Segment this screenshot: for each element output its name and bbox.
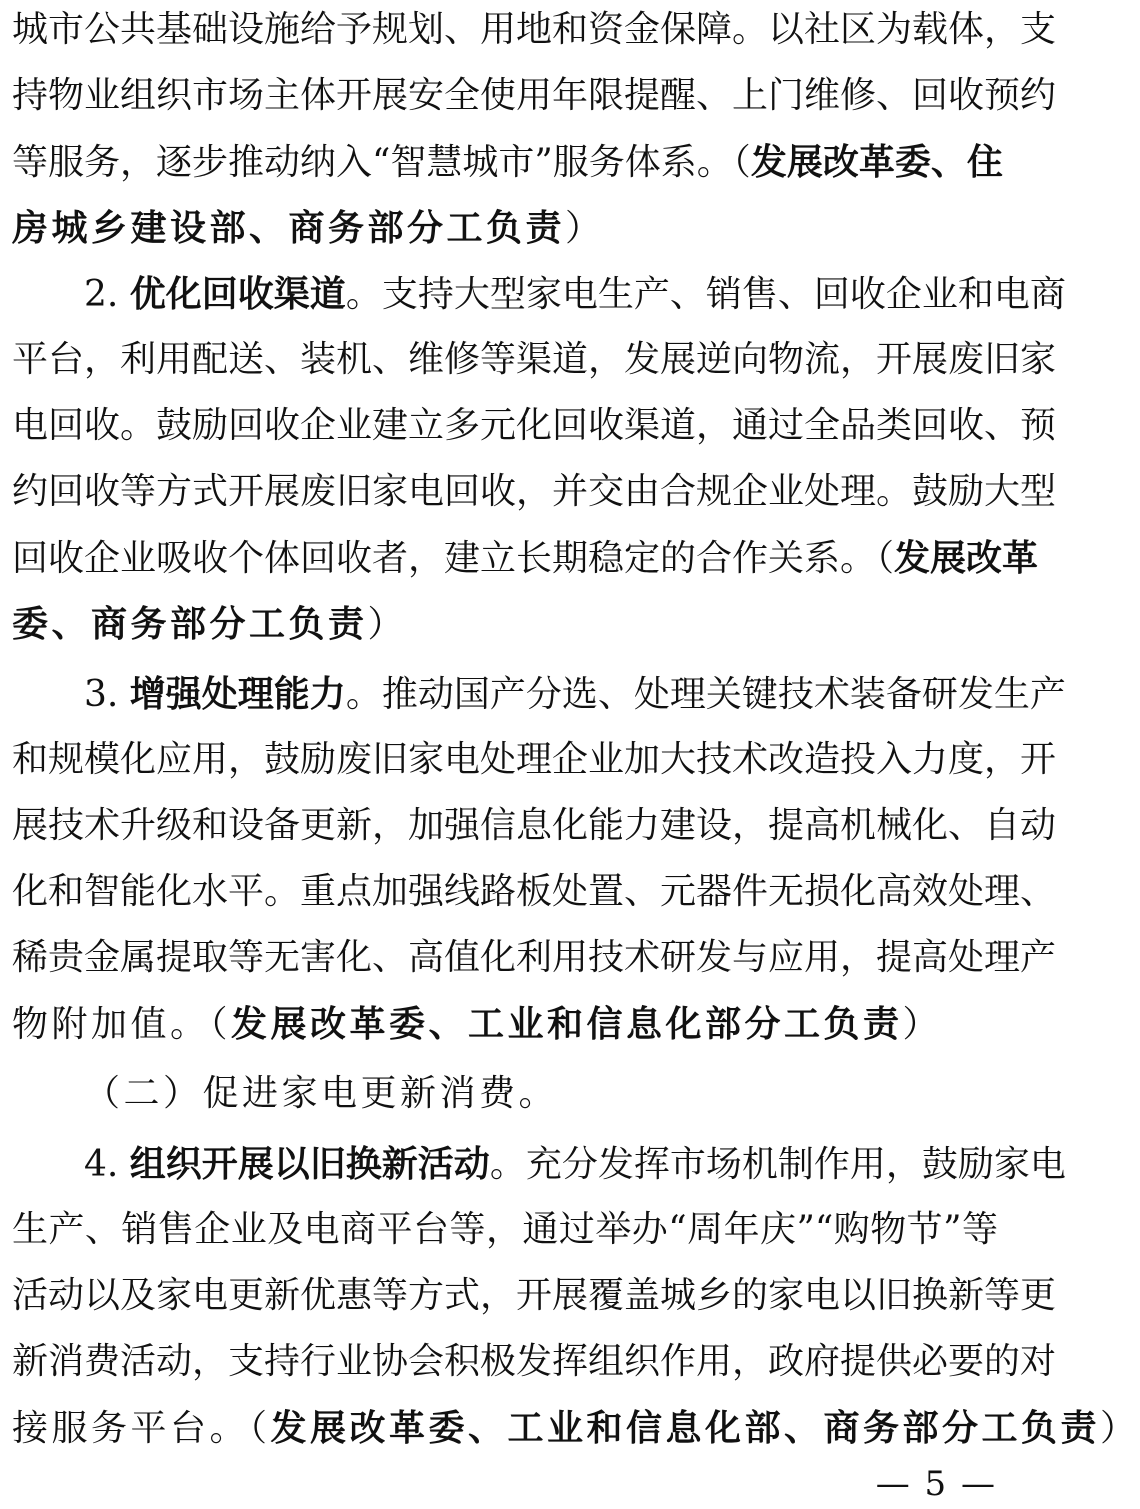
text-line	[12, 0, 1057, 60]
text-segment: 稀贵金属提取等无害化、高值化利用技术研发与应用，提高处理产	[12, 937, 1057, 978]
text-segment: 接服务平台。（	[12, 1408, 271, 1449]
text-segment: 化和智能化水平。重点加强线路板处置、元器件无损化高效处理、	[12, 871, 1057, 912]
text-segment: 。推动国产分选、处理关键技术装备研发生产	[345, 674, 1066, 715]
text-segment: 电回收。鼓励回收企业建立多元化回收渠道，通过全品类回收、预	[12, 405, 1057, 446]
section-heading-text: （二）促进家电更新消费。	[84, 1073, 559, 1114]
text-segment: ）	[367, 604, 408, 645]
text-segment: ）	[1100, 1408, 1140, 1449]
responsible-departments: 发展改革	[894, 537, 1039, 579]
page-number: — 5 —	[875, 1464, 997, 1504]
text-line	[12, 994, 998, 1054]
text-line	[12, 264, 1066, 324]
text-line	[12, 1200, 998, 1260]
responsible-departments: 房城乡建设部、商务部分工负责	[12, 207, 566, 249]
text-line	[12, 1332, 1057, 1392]
text-line	[12, 528, 1039, 588]
text-line	[12, 862, 1057, 922]
text-segment: 物附加值。（	[12, 1004, 232, 1045]
text-segment: ）	[902, 1004, 943, 1045]
text-segment: 持物业组织市场主体开展安全使用年限提醒、上门维修、回收预约	[12, 75, 1057, 116]
text-line	[12, 796, 1057, 856]
text-line	[12, 1398, 1140, 1458]
item-heading: 组织开展以旧换新活动	[129, 1143, 490, 1185]
responsible-departments: 发展改革委、工业和信息化部、商务部分工负责	[270, 1407, 1101, 1449]
item-number: 2.	[84, 274, 130, 315]
item-number: 3.	[84, 674, 130, 715]
item-heading: 增强处理能力	[129, 673, 346, 715]
text-line	[12, 132, 1003, 192]
text-line	[12, 198, 998, 258]
text-segment: 新消费活动，支持行业协会积极发挥组织作用，政府提供必要的对	[12, 1341, 1057, 1382]
text-line	[12, 1266, 1057, 1326]
text-segment: 。充分发挥市场机制作用，鼓励家电	[489, 1144, 1066, 1185]
text-segment: 和规模化应用，鼓励废旧家电处理企业加大技术改造投入力度，开	[12, 739, 1057, 780]
text-segment: 等服务，逐步推动纳入“智慧城市”服务体系。（	[12, 142, 751, 183]
text-segment: ）	[565, 208, 605, 249]
text-line	[12, 1134, 1066, 1194]
text-line	[12, 594, 998, 654]
text-line	[12, 664, 1066, 724]
text-segment: 展技术升级和设备更新，加强信息化能力建设，提高机械化、自动	[12, 805, 1057, 846]
text-line	[12, 928, 1057, 988]
responsible-departments: 发展改革委、住	[750, 141, 1003, 183]
text-segment: 活动以及家电更新优惠等方式，开展覆盖城乡的家电以旧换新等更	[12, 1275, 1057, 1316]
text-segment: 回收企业吸收个体回收者，建立长期稳定的合作关系。（	[12, 538, 895, 579]
section-heading	[12, 1064, 998, 1124]
text-line	[12, 396, 1057, 456]
text-line	[12, 66, 1057, 126]
text-line	[12, 330, 1057, 390]
text-segment: 。支持大型家电生产、销售、回收企业和电商	[345, 274, 1066, 315]
text-line	[12, 462, 1057, 522]
responsible-departments: 发展改革委、工业和信息化部分工负责	[231, 1003, 903, 1045]
text-line	[12, 730, 1057, 790]
text-segment: 平台，利用配送、装机、维修等渠道，发展逆向物流，开展废旧家	[12, 339, 1057, 380]
responsible-departments: 委、商务部分工负责	[12, 603, 368, 645]
text-segment: 约回收等方式开展废旧家电回收，并交由合规企业处理。鼓励大型	[12, 471, 1057, 512]
text-segment: 生产、销售企业及电商平台等，通过举办“周年庆”“购物节”等	[12, 1209, 998, 1250]
item-number: 4.	[84, 1144, 130, 1185]
item-heading: 优化回收渠道	[129, 273, 346, 315]
text-segment: 城市公共基础设施给予规划、用地和资金保障。以社区为载体，支	[12, 9, 1057, 50]
